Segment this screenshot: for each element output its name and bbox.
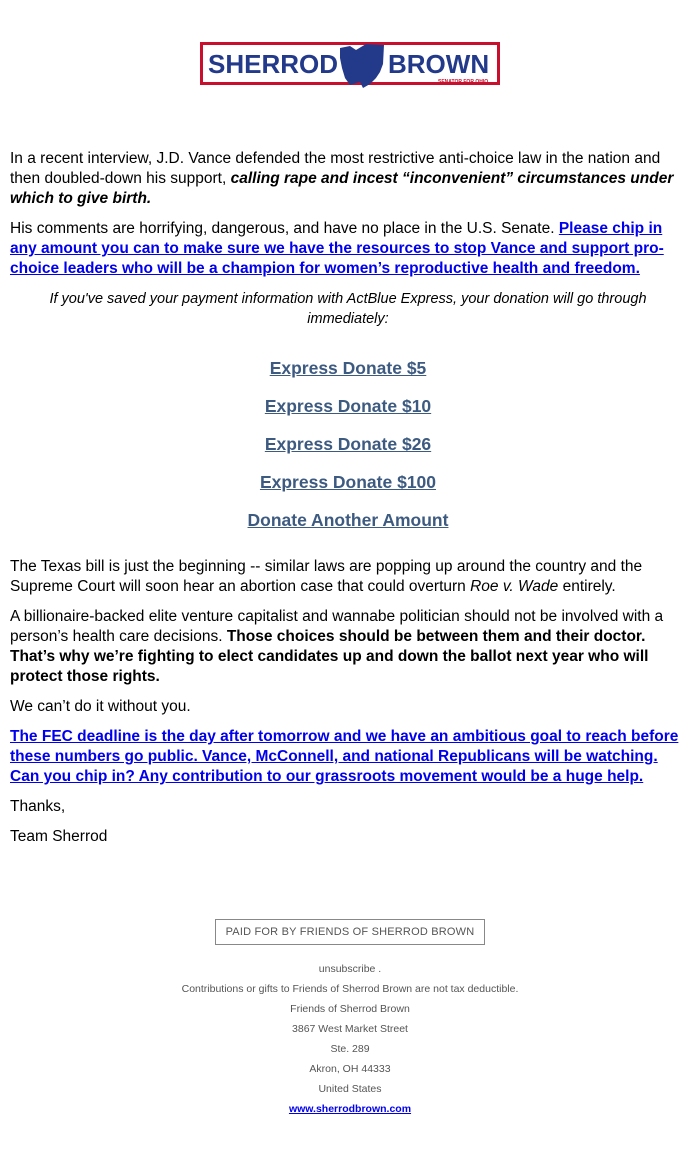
website-link[interactable]: www.sherrodbrown.com bbox=[288, 1103, 412, 1115]
billionaire-bold-text: Those choices should be between them and their doctor. That’s why we’re fighting to elect candidates up and down the ballot next year who will protect those rights. bbox=[10, 628, 649, 685]
footer-org: Friends of Sherrod Brown bbox=[290, 1003, 410, 1015]
express-donate-100-button[interactable]: Express Donate $100 bbox=[259, 472, 437, 492]
unsubscribe-link[interactable]: unsubscribe . bbox=[318, 963, 382, 975]
footer-details bbox=[0, 959, 700, 1119]
paid-for-disclaimer: PAID FOR BY FRIENDS OF SHERROD BROWN bbox=[215, 919, 486, 945]
email-footer bbox=[0, 919, 700, 1119]
texas-text: The Texas bill is just the beginning -- similar laws are popping up around the country and the Supreme Court will soon hear an abortion case that could overturn bbox=[10, 558, 643, 595]
signature-text: Team Sherrod bbox=[10, 828, 108, 845]
campaign-logo-graphic bbox=[200, 42, 500, 88]
footer-city: Akron, OH 44333 bbox=[309, 1063, 391, 1075]
logo-tagline: SENATOR FOR OHIO bbox=[438, 79, 489, 85]
campaign-logo bbox=[200, 42, 500, 88]
billionaire-text: A billionaire-backed elite venture capitalist and wannabe politician should not be involved with a person’s health care decisions. bbox=[10, 608, 664, 645]
chip-in-link[interactable]: Please chip in any amount you can to make sure we have the resources to stop Vance and support pro-choice leaders who will be a champion for women’s reproductive health and freedom. bbox=[10, 220, 664, 277]
paragraph-without-you: We can’t do it without you. bbox=[10, 698, 191, 715]
footer-country: United States bbox=[318, 1083, 382, 1095]
footer-street: 3867 West Market Street bbox=[292, 1023, 408, 1035]
roe-v-wade-text: Roe v. Wade bbox=[470, 578, 559, 595]
donate-another-amount-button[interactable]: Donate Another Amount bbox=[247, 510, 449, 530]
fec-deadline-link[interactable]: The FEC deadline is the day after tomorrow and we have an ambitious goal to reach before these numbers go public. Vance, McConnell, and national Republicans will be watching. Can you chip in? Any contribution to our grassroots movement would be a huge help. bbox=[10, 728, 679, 785]
donate-buttons bbox=[10, 357, 686, 531]
intro-text: In a recent interview, J.D. Vance defended the most restrictive anti-choice law in the nation and then doubled-down his support, bbox=[10, 150, 661, 187]
paragraph-texas bbox=[10, 557, 686, 597]
thanks-text: Thanks, bbox=[10, 798, 66, 815]
texas-end-text: entirely. bbox=[558, 578, 616, 595]
email-body bbox=[10, 149, 686, 857]
express-donate-10-button[interactable]: Express Donate $10 bbox=[264, 396, 432, 416]
actblue-express-note: If you've saved your payment information with ActBlue Express, your donation will go through immediately: bbox=[49, 291, 647, 327]
intro-emphasis: calling rape and incest “inconvenient” circumstances under which to give birth. bbox=[10, 170, 674, 207]
paragraph-billionaire bbox=[10, 607, 686, 687]
express-donate-5-button[interactable]: Express Donate $5 bbox=[269, 358, 427, 378]
appeal-text: His comments are horrifying, dangerous, and have no place in the U.S. Senate. bbox=[10, 220, 559, 237]
express-donate-26-button[interactable]: Express Donate $26 bbox=[264, 434, 432, 454]
paragraph-intro bbox=[10, 149, 686, 209]
logo-left-word: SHERROD bbox=[208, 49, 339, 79]
paragraph-fec bbox=[10, 727, 686, 787]
logo-right-word: BROWN bbox=[388, 49, 490, 79]
paragraph-appeal bbox=[10, 219, 686, 279]
footer-suite: Ste. 289 bbox=[330, 1043, 370, 1055]
tax-disclaimer: Contributions or gifts to Friends of Sherrod Brown are not tax deductible. bbox=[181, 983, 519, 995]
